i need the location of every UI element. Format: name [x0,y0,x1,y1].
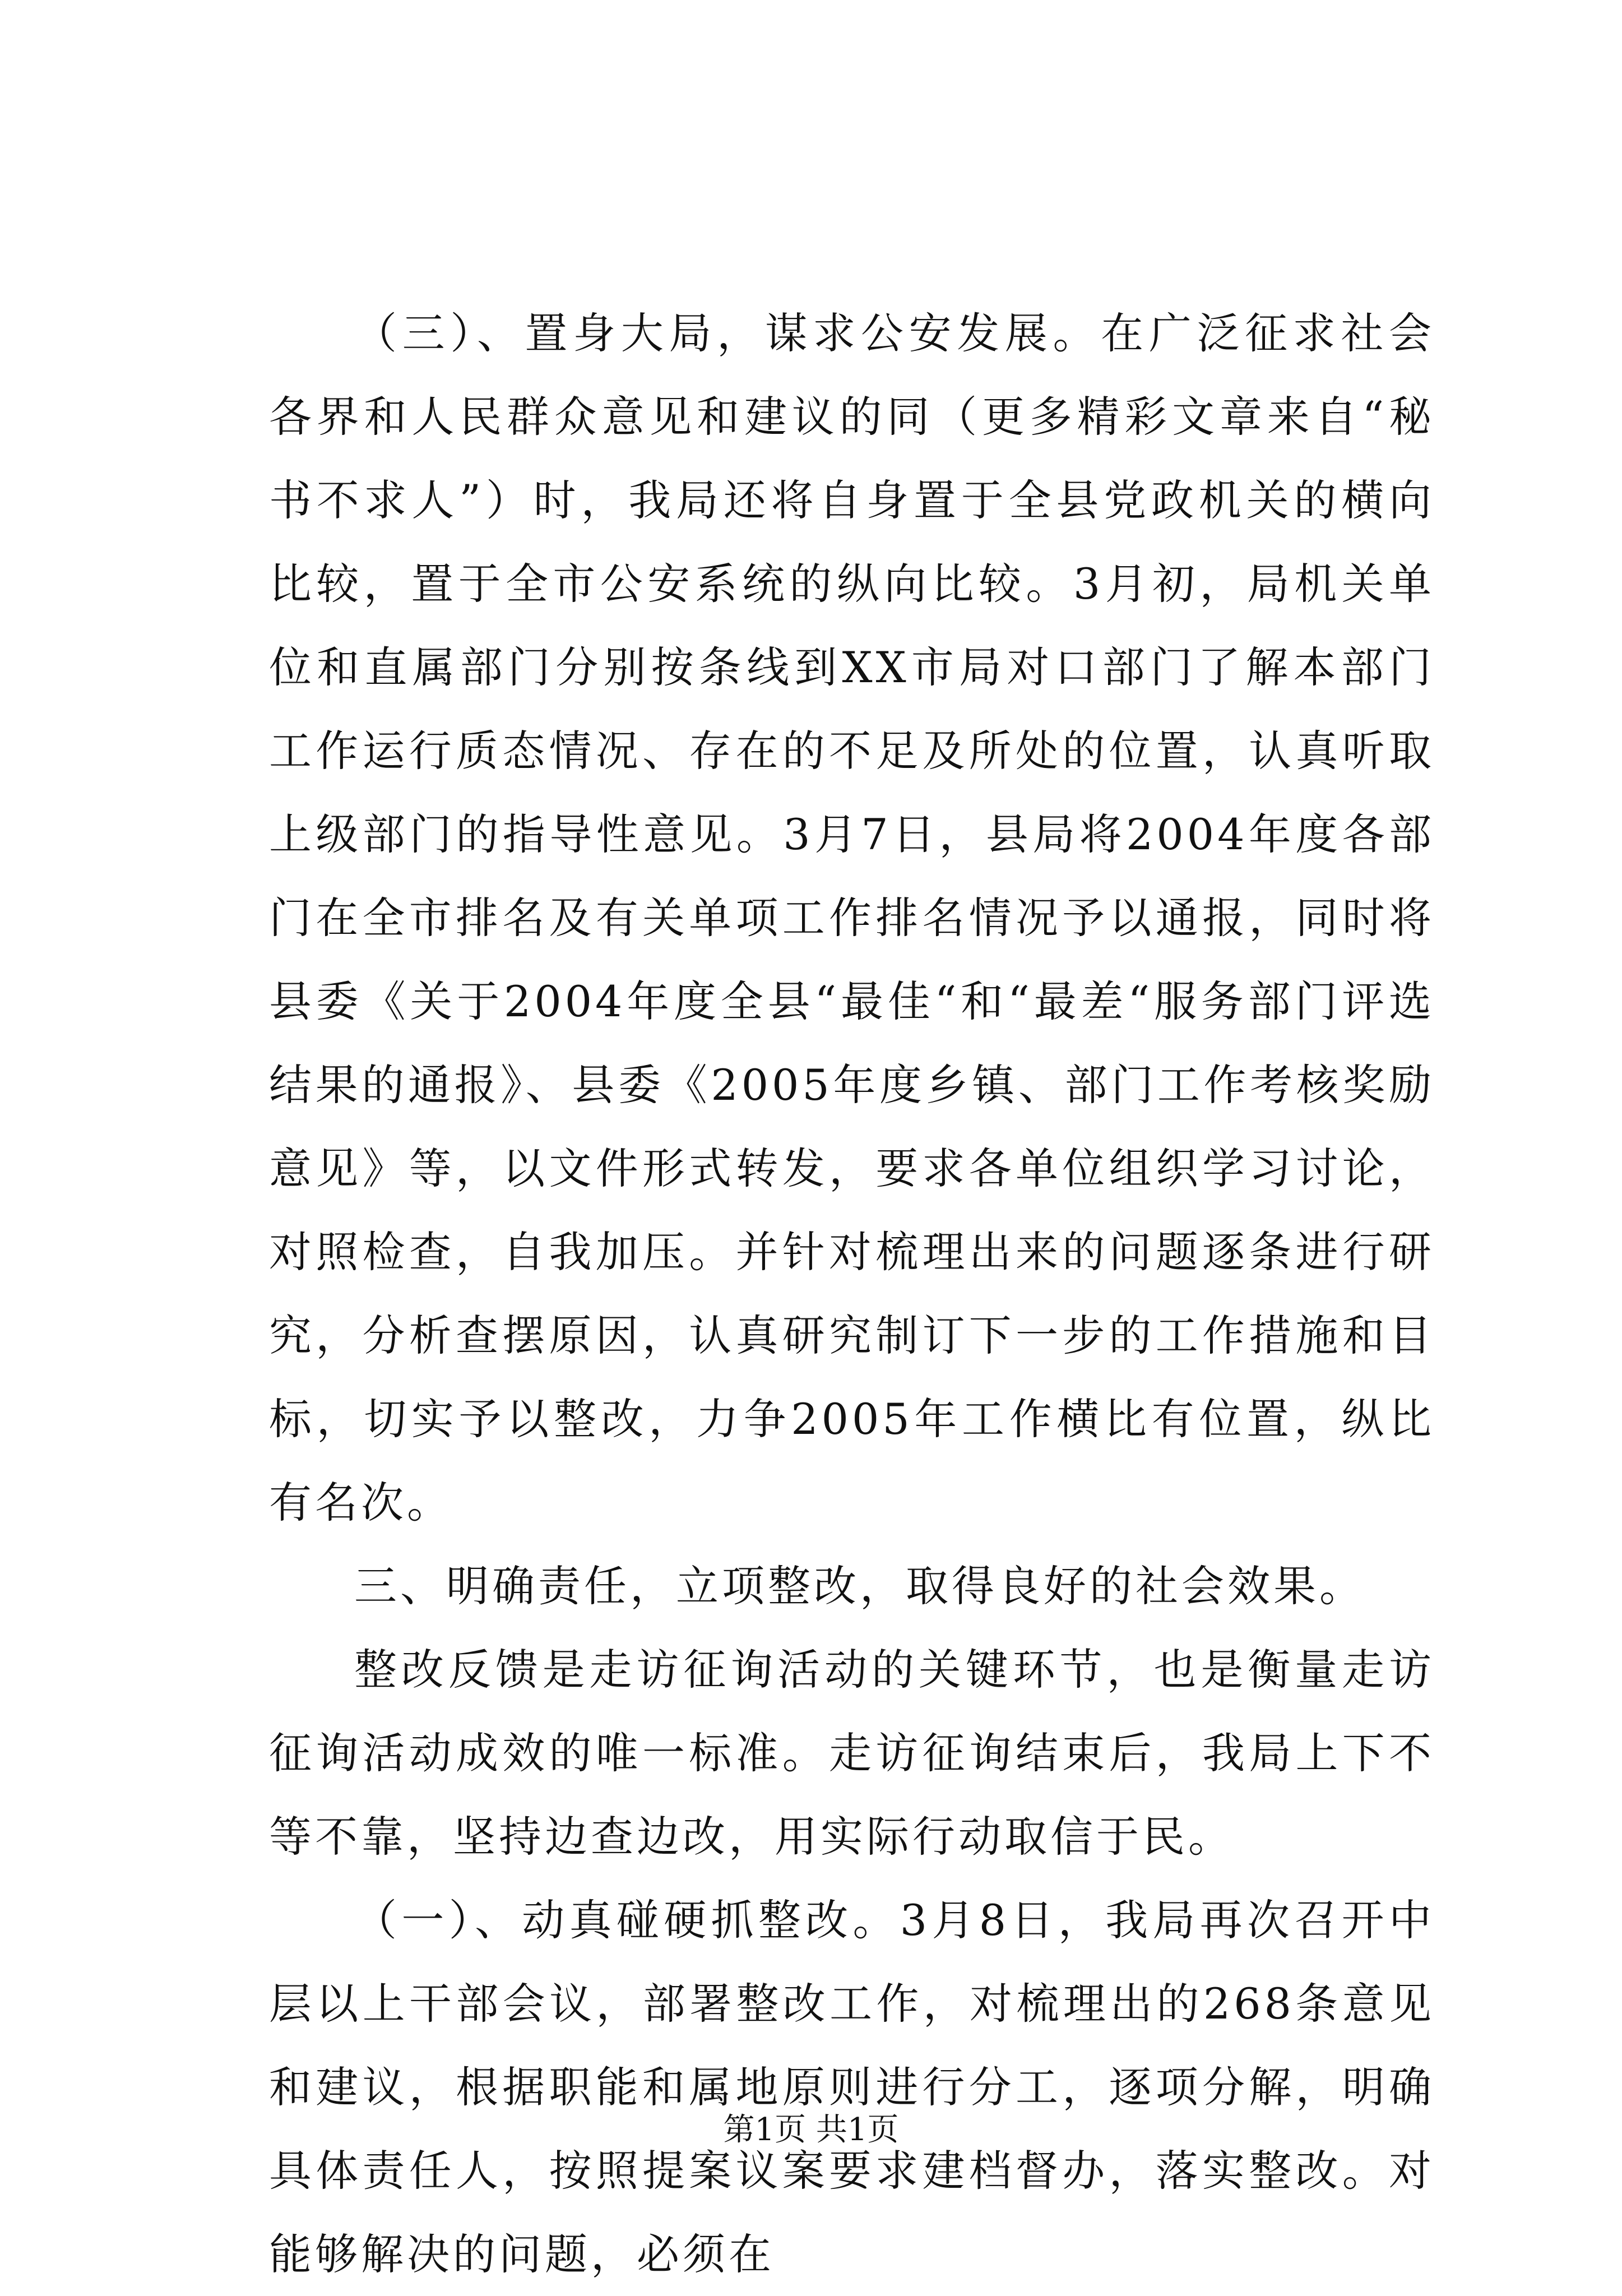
paragraph-section-heading-three: 三、明确责任，立项整改，取得良好的社会效果。 [354,1561,1365,1611]
page-footer: 第1页 共1页 [723,2112,899,2148]
document-body [269,291,1435,2296]
paragraph-sub-one: （一）、动真碰硬抓整改。3月8日，我局再次召开中层以上干部会议，部署整改工作，对梳理出的268条意见和建议，根据职能和属地原则进行分工，逐项分解，明确具体责任人，按照提案议案要求建档督办，落实整改。对能够解决的问题，必须在 [269,1895,1435,2279]
paragraph-section-three-sub-three: （三）、置身大局，谋求公安发展。在广泛征求社会各界和人民群众意见和建议的同（更多精彩文章来自“秘书不求人”）时，我局还将自身置于全县党政机关的横向比较，置于全市公安系统的纵向比较。3月初，局机关单位和直属部门分别按条线到XX市局对口部门了解本部门工作运行质态情况、存在的不足及所处的位置，认真听取上级部门的指导性意见。3月7日，县局将2004年度各部门在全市排名及有关单项工作排名情况予以通报，同时将县委《关于2004年度全县“最佳“和“最差“服务部门评选结果的通报》、县委《2005年度乡镇、部门工作考核奖励意见》等，以文件形式转发，要求各单位组织学习讨论，对照检查，自我加压。并针对梳理出来的问题逐条进行研究，分析查摆原因，认真研究制订下一步的工作措施和目标，切实予以整改，力争2005年工作横比有位置，纵比有名次。 [269,308,1435,1527]
paragraph-rectification-intro: 整改反馈是走访征询活动的关键环节，也是衡量走访征询活动成效的唯一标准。走访征询结束后，我局上下不等不靠，坚持边查边改，用实际行动取信于民。 [269,1645,1435,1862]
